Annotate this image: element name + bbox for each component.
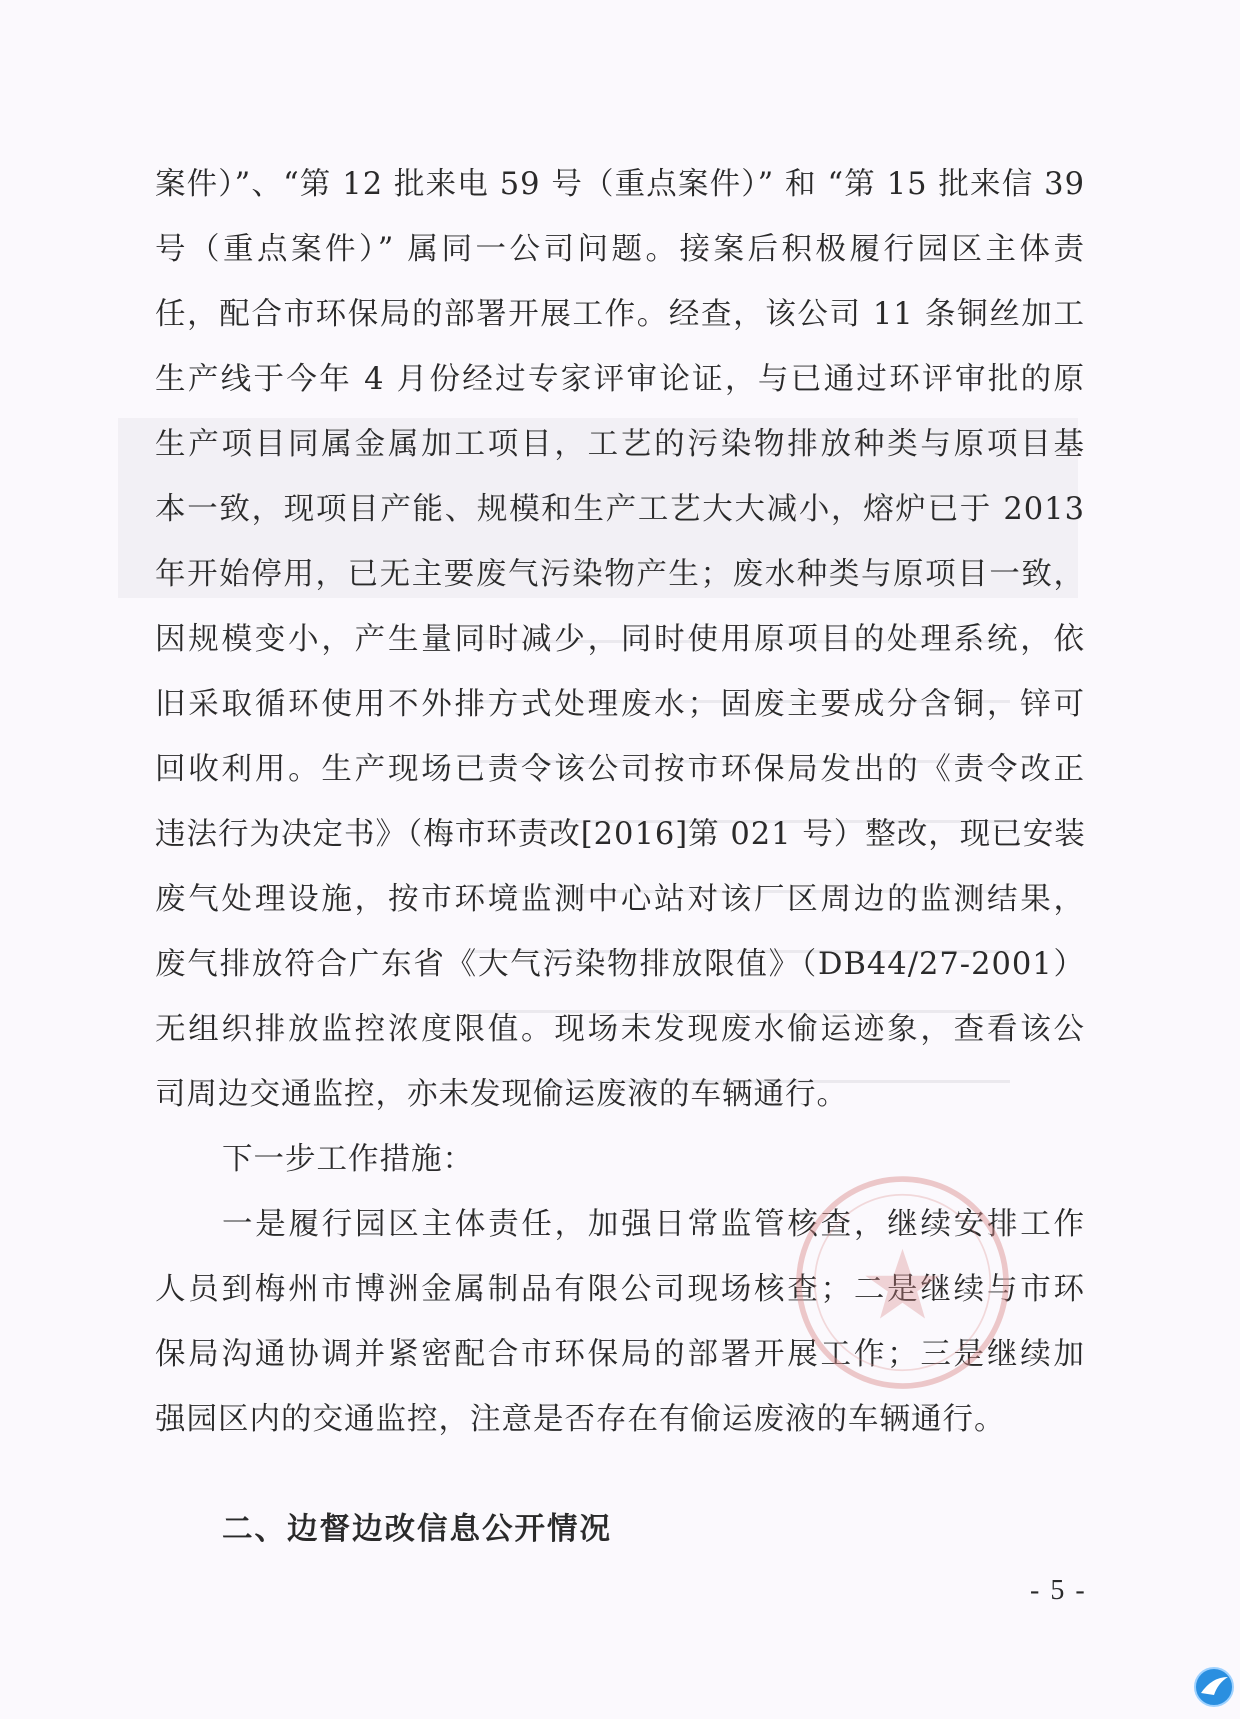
body-line: 无组织排放监控浓度限值。现场未发现废水偷运迹象，查看该公: [155, 1012, 1085, 1047]
corner-logo-icon: [1192, 1665, 1236, 1709]
body-line: 司周边交通监控，亦未发现偷运废液的车辆通行。: [155, 1077, 848, 1112]
body-line: 号（重点案件）” 属同一公司问题。接案后积极履行园区主体责: [155, 232, 1085, 267]
body-line: 本一致，现项目产能、规模和生产工艺大大减小，熔炉已于 2013: [155, 492, 1085, 527]
body-line: 因规模变小，产生量同时减少，同时使用原项目的处理系统，依: [155, 622, 1085, 657]
body-line: 任，配合市环保局的部署开展工作。经查，该公司 11 条铜丝加工: [155, 297, 1085, 332]
body-line: 旧采取循环使用不外排方式处理废水；固废主要成分含铜，锌可: [155, 687, 1085, 722]
measure-line: 人员到梅州市博洲金属制品有限公司现场核查；二是继续与市环: [155, 1272, 1085, 1307]
measure-line: 保局沟通协调并紧密配合市环保局的部署开展工作；三是继续加: [155, 1337, 1085, 1372]
measure-line: 强园区内的交通监控，注意是否存在有偷运废液的车辆通行。: [155, 1402, 1006, 1437]
body-line: 废气排放符合广东省《大气污染物排放限值》（DB44/27-2001）: [155, 947, 1085, 982]
section-heading: 二、边督边改信息公开情况: [222, 1512, 612, 1547]
body-line: 案件）”、“第 12 批来电 59 号（重点案件）” 和 “第 15 批来信 39: [155, 167, 1085, 202]
body-line: 年开始停用，已无主要废气污染物产生；废水种类与原项目一致，: [155, 557, 1085, 592]
page-number: - 5 -: [1030, 1575, 1087, 1606]
measure-line: 一是履行园区主体责任，加强日常监管核查，继续安排工作: [222, 1207, 1085, 1242]
body-line: 生产线于今年 4 月份经过专家评审论证，与已通过环评审批的原: [155, 362, 1085, 397]
body-line: 生产项目同属金属加工项目，工艺的污染物排放种类与原项目基: [155, 427, 1085, 462]
body-line: 违法行为决定书》（梅市环责改[2016]第 021 号）整改，现已安装: [155, 817, 1086, 852]
body-line: 回收利用。生产现场已责令该公司按市环保局发出的《责令改正: [155, 752, 1085, 787]
next-steps-title: 下一步工作措施：: [222, 1142, 474, 1177]
official-seal-icon: [790, 1170, 1015, 1395]
body-line: 废气处理设施，按市环境监测中心站对该厂区周边的监测结果，: [155, 882, 1085, 917]
